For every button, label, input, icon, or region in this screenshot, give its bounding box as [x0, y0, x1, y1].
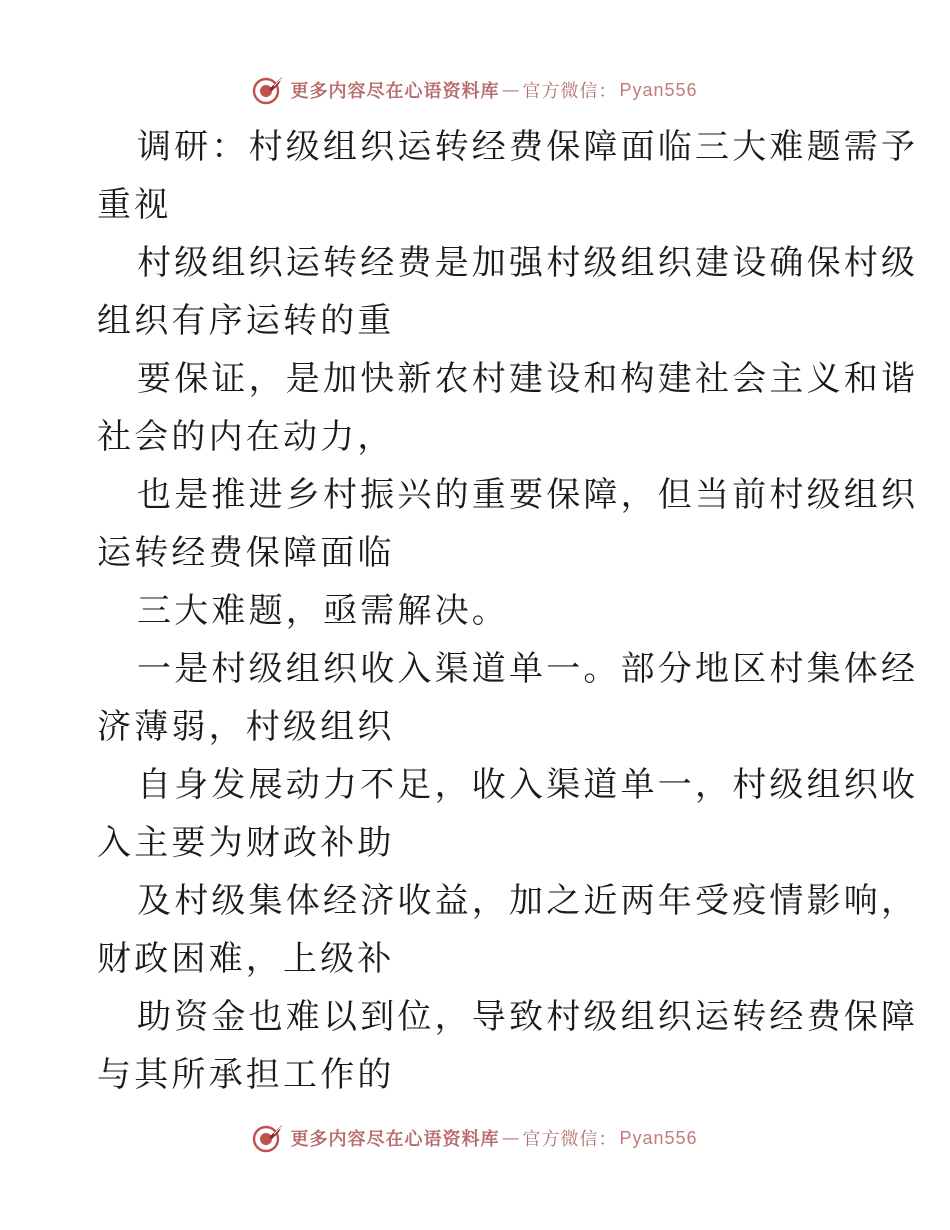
paragraph-line: 助资金也难以到位，导致村级组织运转经费保障: [137, 997, 919, 1037]
quill-pen-logo-icon: [252, 1122, 284, 1154]
paragraph-line: 与其所承担工作的: [97, 1055, 395, 1095]
paragraph-line: 组织有序运转的重: [97, 301, 395, 341]
paragraph-line: 社会的内在动力，: [97, 417, 395, 457]
paragraph-line: 村级组织运转经费是加强村级组织建设确保村级: [137, 243, 919, 283]
banner-wechat-id: Pyan556: [619, 1127, 698, 1148]
footer-watermark-banner: [0, 1118, 950, 1158]
document-title-line-1: 调研：村级组织运转经费保障面临三大难题需予: [137, 127, 919, 167]
quill-pen-logo-icon: [252, 74, 284, 106]
paragraph-line: 济薄弱，村级组织: [97, 707, 395, 747]
paragraph-line: 三大难题，亟需解决。: [137, 591, 509, 631]
banner-wechat-label: 官方微信：: [522, 1129, 618, 1150]
paragraph-line: 财政困难，上级补: [97, 939, 395, 979]
paragraph-line: 自身发展动力不足，收入渠道单一，村级组织收: [137, 765, 919, 805]
document-body: [97, 118, 919, 1104]
banner-tagline: 更多内容尽在心语资料库: [290, 1129, 500, 1150]
banner-wechat-id: Pyan556: [619, 79, 698, 100]
paragraph-line: 入主要为财政补助: [97, 823, 395, 863]
banner-separator: —: [501, 1127, 521, 1149]
banner-separator: —: [501, 79, 521, 101]
paragraph-line: 及村级集体经济收益，加之近两年受疫情影响，: [137, 881, 919, 921]
document-title-line-2: 重视: [97, 185, 172, 225]
banner-tagline: 更多内容尽在心语资料库: [290, 81, 500, 102]
paragraph-line: 一是村级组织收入渠道单一。部分地区村集体经: [137, 649, 919, 689]
header-watermark-banner: [0, 70, 950, 110]
paragraph-line: 要保证，是加快新农村建设和构建社会主义和谐: [137, 359, 919, 399]
banner-wechat-label: 官方微信：: [522, 81, 618, 102]
paragraph-line: 也是推进乡村振兴的重要保障，但当前村级组织: [137, 475, 919, 515]
paragraph-line: 运转经费保障面临: [97, 533, 395, 573]
